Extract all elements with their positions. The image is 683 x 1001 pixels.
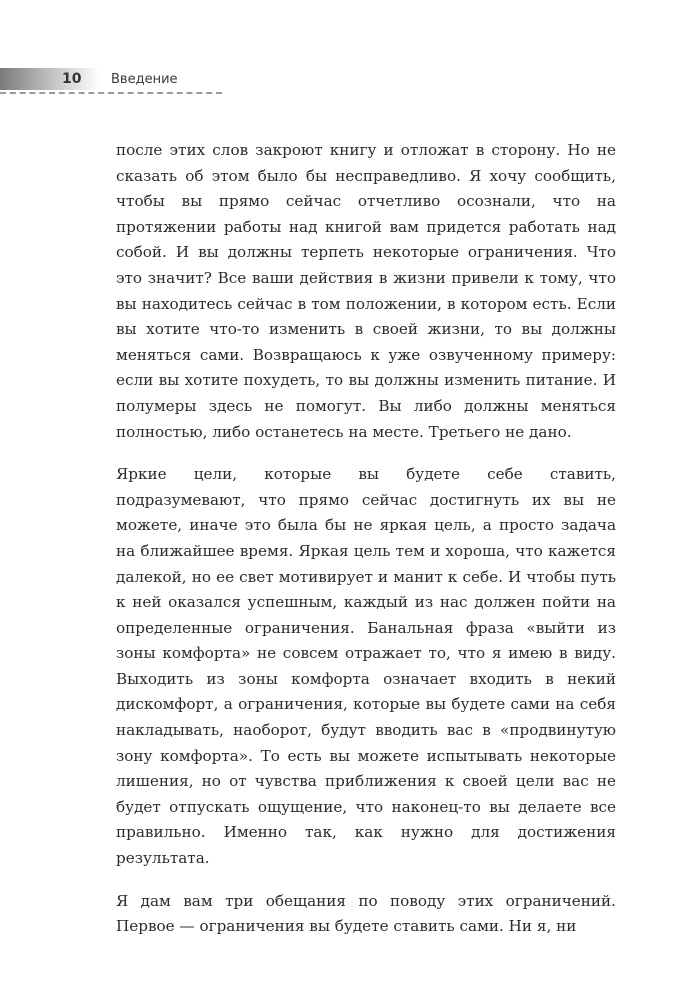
page-number: 10 [62,71,82,87]
running-header [0,68,230,94]
header-gradient-bar [0,68,100,90]
paragraph-1: после этих слов закроют книгу и отложат в сторону. Но не сказать об этом было бы несправедливо. Я хочу сообщить, чтобы вы прямо сейчас отчетливо осознали, что на протяжении работы над книгой вам придется работать над собой. И вы должны терпеть некоторые ограничения. Что это значит? Все ваши действия в жизни привели к тому, что вы находитесь сейчас в том положении, в котором есть. Если вы хотите что-то изменить в своей жизни, то вы должны меняться сами. Возвращаюсь к уже озвученному примеру: если вы хотите похудеть, то вы должны изменить питание. И полумеры здесь не помогут. Вы либо должны меняться полностью, либо останетесь на месте. Третьего не дано. [116,141,616,441]
header-dashed-rule [0,92,222,94]
page-text-body [116,138,616,940]
paragraph-3: Я дам вам три обещания по поводу этих ограничений. Первое — ограничения вы будете ставить сами. Ни я, ни [116,891,616,936]
chapter-title: Введение [111,72,178,87]
paragraph-2: Яркие цели, которые вы будете себе ставить, подразумевают, что прямо сейчас достигнуть их вы не можете, иначе это была бы не яркая цель, а просто задача на ближайшее время. Яркая цель тем и хороша, что кажется далекой, но ее свет мотивирует и манит к себе. И чтобы путь к ней оказался успешным, каждый из нас должен пойти на определенные ограничения. Банальная фраза «выйти из зоны комфорта» не совсем отражает то, что я имею в виду. Выходить из зоны комфорта означает входить в некий дискомфорт, а ограничения, которые вы будете сами на себя накладывать, наоборот, будут вводить вас в «продвинутую зону комфорта». То есть вы можете испытывать некоторые лишения, но от чувства приближения к своей цели вас не будет отпускать ощущение, что наконец-то вы делаете все правильно. Именно так, как нужно для достижения результата. [116,465,616,868]
